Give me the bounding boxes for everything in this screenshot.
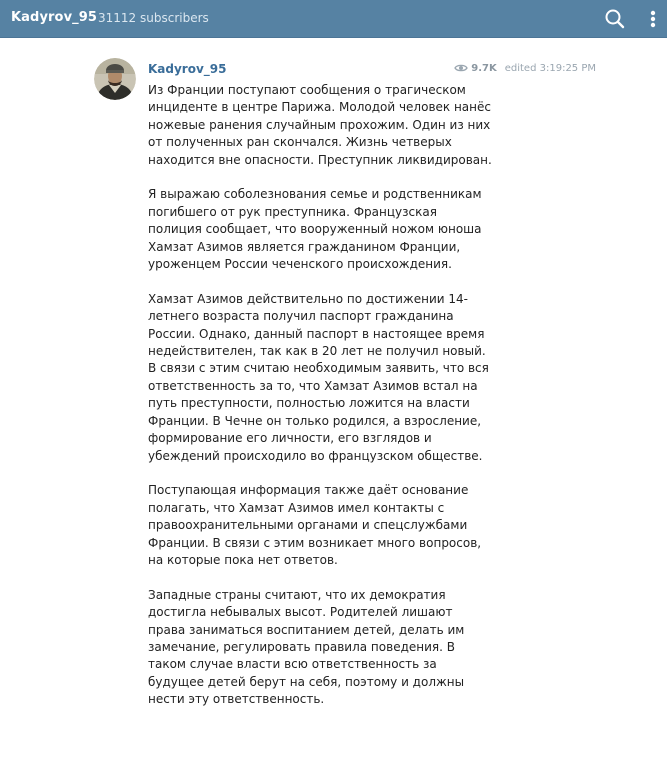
channel-header [0, 0, 667, 38]
channel-title[interactable]: Kadyrov_95 [11, 10, 98, 25]
edited-timestamp: edited 3:19:25 PM [504, 63, 596, 74]
message-author[interactable]: Kadyrov_95 [148, 62, 227, 76]
view-count: 9.7K [471, 63, 497, 74]
message-paragraph: Западные страны считают, что их демократия достигла небывалых высот. Родителей лишают права заниматься воспитанием детей, делать им замечание, регулировать правила поведения. В таком случае власти всю ответственность за будущее детей берут на себя, поэтому и должны нести эту ответственность. [148, 587, 465, 707]
message-paragraph: Хамзат Азимов действительно по достижении 14-летнего возраста получил паспорт гражданина России. Однако, данный паспорт в настоящее время недействителен, так как в 20 лет не получил новый. В связи с этим считаю необходимым заявить, что вся ответственность за то, что Хамзат Азимов встал на путь преступности, полностью ложится на власти Франции. В Чечне он только родился, а взросление, формирование его личности, его взглядов и убеждений происходило во французском обществе. [148, 291, 489, 463]
message-paragraph: Из Франции поступают сообщения о трагическом инциденте в центре Парижа. Молодой человек нанёс ножевые ранения случайным прохожим. Один из них от полученных ран скончался. Жизнь четверых находится вне опасности. Преступник ликвидирован. [148, 83, 492, 167]
more-menu-button[interactable] [645, 5, 661, 33]
subscriber-count: 31112 subscribers [98, 11, 209, 25]
message [0, 38, 667, 757]
avatar[interactable] [94, 58, 136, 100]
message-paragraph: Поступающая информация также даёт основание полагать, что Хамзат Азимов имел контакты с правоохранительными органами и спецслужбами Франции. В связи с этим возникает много вопросов, на которые пока нет ответов. [148, 483, 482, 567]
message-paragraph: Я выражаю соболезнования семье и родственникам погибшего от рук преступника. Французская полиция сообщает, что вооруженный ножом юноша Хамзат Азимов является гражданином Франции, уроженцем России чеченского происхождения. [148, 187, 482, 272]
author-avatar-image [94, 58, 136, 100]
search-button[interactable] [601, 5, 629, 33]
message-text [148, 82, 493, 726]
more-vertical-icon [645, 5, 661, 33]
search-icon [601, 5, 629, 33]
eye-icon [454, 63, 468, 73]
message-meta [454, 63, 596, 74]
